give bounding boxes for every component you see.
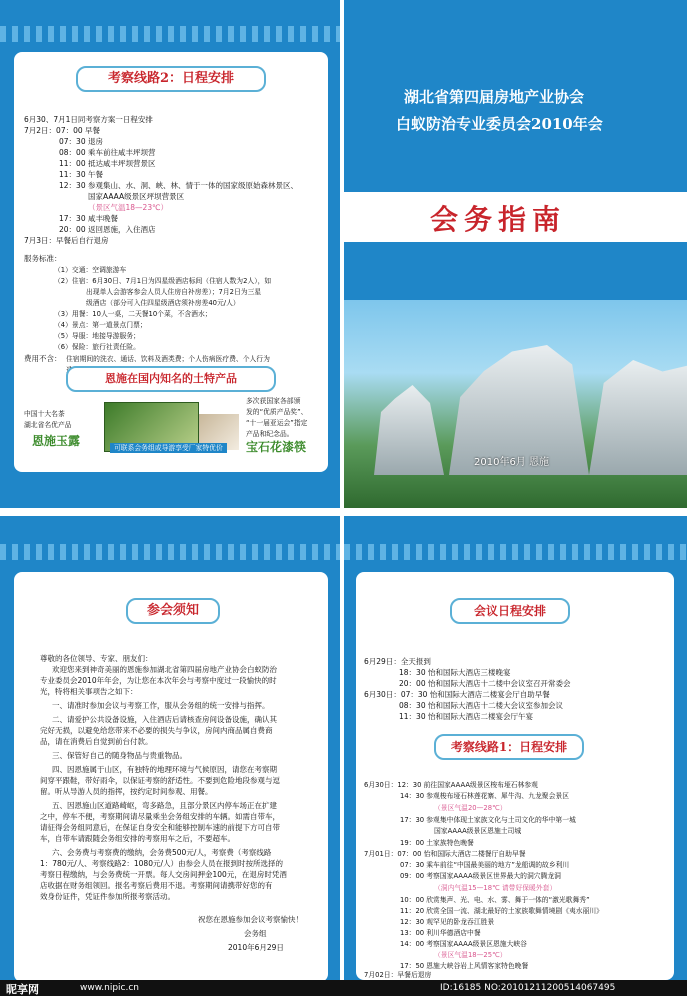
top-left-card — [14, 52, 328, 472]
bottom-right-card — [356, 572, 674, 980]
notice-line-16: 1：780元/人、考察线路2：1080元/人）由参会人员在报到时按所选择的 — [40, 859, 283, 868]
section-title-agenda: 会议日程安排 — [450, 598, 570, 624]
watermark-logo: 昵享网 — [6, 983, 39, 996]
route1-item-3: 17：30 参观集中体现土家族文化与土司文化的华中第一城 — [400, 816, 576, 824]
route1-item-15: （景区气温18—25℃） — [434, 951, 507, 959]
section-title-products: 恩施在国内知名的土特产品 — [66, 366, 276, 392]
guide-title: 会务指南 — [430, 203, 567, 236]
decorative-strip-bottom-right — [344, 544, 687, 560]
notice-date: 2010年6月29日 — [228, 943, 284, 952]
notice-line-13: 请征得会务组同意后，在保证自身安全和能够控制车速的前提下方可自带 — [40, 823, 280, 832]
notice-signer: 会务组 — [244, 929, 267, 938]
route1-item-1: 14：30 参观梭布垭石林莲花寨、犀牛沟、九龙聚会景区 — [400, 792, 569, 800]
service-title: 服务标准： — [24, 254, 62, 263]
route1-item-10: 10：00 欣赏集声、光、电、水、雾、舞于一体的“激光歌舞秀” — [400, 896, 590, 904]
route1-item-5: 19：00 土家族特色晚餐 — [400, 839, 474, 847]
route2-item-9: 7月3日：早餐后自行退房 — [24, 236, 109, 245]
route1-item-16: 17：50 恩施大峡谷岩上风情客家特色晚餐 — [400, 962, 529, 970]
photo-caption: 2010年6月 恩施 — [474, 457, 549, 468]
agenda-item-5: 11：30 怡和国际大酒店二楼宴会厅午宴 — [399, 712, 533, 721]
watermark-url: www.nipic.cn — [80, 983, 139, 993]
notice-line-17: 考察日程缴纳，与会务费统一开票。每人交房间押金100元，在退房时凭酒 — [40, 870, 287, 879]
product-right-line4: 产品和纪念品。 — [246, 430, 294, 438]
bottom-right-panel — [344, 516, 687, 980]
product-right-line2: 发的“优质产品奖”、 — [246, 408, 308, 416]
product-left-line1: 中国十大名茶 — [24, 410, 65, 418]
excluded-text: 住宿期间的洗衣、通话、饮料及酒类费；个人伤病医疗费、个人行为 — [66, 355, 270, 363]
bottom-left-panel — [0, 516, 340, 996]
route2-item-0: 7月2日：07：00 早餐 — [24, 126, 101, 135]
notice-line-11: 五、因恩施山区道路崎岖，弯多路急，且部分景区内停车场正在扩建 — [52, 801, 277, 810]
service-item-7: （6）保险：旅行社责任险。 — [54, 343, 140, 351]
notice-line-0: 欢迎您来到神奇美丽的恩施参加湖北省第四届房地产业协会白蚁防治 — [52, 665, 277, 674]
cliff-shape-1 — [374, 385, 444, 475]
service-item-2: 出现单人会游客参会人员人住房自补房差）；7月2日为三星 — [86, 288, 262, 296]
product-name-left: 恩施玉露 — [32, 434, 81, 448]
section-title-route1: 考察线路1：日程安排 — [434, 734, 584, 760]
agenda-item-3: 6月30日：07：30 怡和国际大酒店二楼宴会厅自助早餐 — [364, 690, 550, 699]
cliff-shape-3 — [589, 360, 687, 475]
section-title-route2: 考察线路2：日程安排 — [76, 66, 266, 92]
notice-line-1: 专业委员会2010年年会，为让您在本次年会与考察中度过一段愉快的时 — [40, 676, 277, 685]
product-name-right: 宝石花漆筷 — [246, 440, 307, 454]
notice-line-3: 一、请准时参加会议与考察工作，服从会务组的统一安排与指挥。 — [52, 701, 270, 710]
bottom-left-card — [14, 572, 328, 982]
mountain-photo — [344, 300, 687, 508]
agenda-item-2: 20：00 怡和国际大酒店十二楼中会议室召开常委会 — [399, 679, 571, 688]
top-right-panel — [344, 0, 687, 508]
route2-item-2: 08：00 乘车前往咸丰坪坝营 — [59, 148, 156, 157]
route1-item-13: 13：00 利川华德酒店中餐 — [400, 929, 481, 937]
route2-item-8: 20：00 返回恩施，入住酒店 — [59, 225, 156, 234]
route2-item-7: 17：30 咸丰晚餐 — [59, 214, 118, 223]
route2-heading: 6月30、7月1日同考察方案一日程安排 — [24, 115, 153, 124]
agenda-item-0: 6月29日：全天报到 — [364, 657, 431, 666]
route1-item-17: 7月02日：早餐后退房 — [364, 971, 432, 979]
service-item-3: 级酒店（部分可入住四星级酒店须补房差40元/人） — [86, 299, 240, 307]
route2-item-1: 07：30 退房 — [59, 137, 103, 146]
notice-line-18: 店收据在财务组领回。报名考察后费用不退。考察期间请携带好您的有 — [40, 881, 273, 890]
route1-item-11: 11：20 欣赏全国一流、湖北最好的土家族歌舞情境剧《夷水丽川》 — [400, 907, 603, 915]
notice-line-5: 完好无损，以避免给您带来不必要的损失与争议，房间内商品属自费商 — [40, 726, 273, 735]
service-item-6: （5）导服：地接导游服务； — [54, 332, 140, 340]
route2-item-5: 12：30 参观集山、水、洞、峡、林、情于一体的国家级原始森林景区、 — [59, 181, 298, 190]
agenda-item-4: 08：30 怡和国际大酒店十二楼大会议室参加会议 — [399, 701, 563, 710]
notice-line-14: 车，自带车请跟随会务组安排的考察用车之后，不要超车。 — [40, 834, 235, 843]
product-left-line2: 湖北省名优产品 — [24, 421, 72, 429]
service-item-5: （4）景点：第一道景点门票； — [54, 321, 147, 329]
route1-item-4: 国家AAAA级景区恩施土司城 — [434, 827, 522, 835]
route2-item-3: 11：00 抵达咸丰坪坝营景区 — [59, 159, 156, 168]
route2-temp-note: （景区气温18—23℃） — [88, 203, 169, 212]
product-right-line3: “十一届亚运会”指定 — [246, 419, 308, 427]
route1-item-7: 07：30 乘车前往“中国最美丽的地方”龙船调的故乡利川 — [400, 861, 570, 869]
agenda-item-1: 18：30 怡和国际大酒店三楼晚宴 — [399, 668, 511, 677]
notice-line-6: 品，请在消费后自觉到前台付款。 — [40, 737, 153, 746]
route1-item-12: 12：30 观罕见的卧龙吞江胜景 — [400, 918, 495, 926]
notice-line-10: 留。听从导游人员的指挥，按约定时间参观、用餐。 — [40, 787, 213, 796]
watermark-footer — [0, 980, 687, 996]
org-title-line2: 白蚁防治专业委员会2010年会 — [396, 115, 603, 133]
notice-line-7: 三、保管好自己的随身物品与贵重物品。 — [52, 751, 187, 760]
service-item-1: （2）住宿：6月30日、7月1日为四星级酒店标间（住宿人数为2人），如 — [54, 277, 272, 285]
section-title-notice: 参会须知 — [126, 598, 220, 624]
route1-item-9: （洞内气温15—18℃ 请带好保暖外套） — [434, 884, 557, 892]
org-title-line1: 湖北省第四届房地产业协会 — [404, 88, 585, 106]
notice-line-2: 光，特将相关事项告之如下： — [40, 687, 138, 696]
decorative-strip-bottom — [0, 544, 340, 560]
decorative-strip — [0, 26, 340, 42]
notice-closing: 祝您在恩施参加会议考察愉快！ — [198, 915, 303, 924]
watermark-id: ID:16185 NO:20101211200514067495 — [440, 983, 616, 993]
route1-item-6: 7月01日：07：00 怡和国际大酒店二楼餐厅自助早餐 — [364, 850, 526, 858]
product-right-line1: 多次获国家各部颁 — [246, 397, 301, 405]
service-item-4: （3）用餐：10人一桌，二天餐10个菜，不含酒水； — [54, 310, 212, 318]
top-left-panel — [0, 0, 340, 508]
route2-item-4: 11：30 午餐 — [59, 170, 103, 179]
route1-item-8: 09：00 考察国家AAAA级景区世界最大的洞穴腾龙洞 — [400, 872, 561, 880]
service-item-0: （1）交通：空调旅游车 — [54, 266, 127, 274]
notice-greeting: 尊敬的各位领导、专家、朋友们： — [40, 654, 153, 663]
notice-line-19: 效身份证件，凭证件参加所报考察活动。 — [40, 892, 175, 901]
excluded-label: 费用不含： — [24, 354, 62, 363]
notice-line-12: 之中，停车不便，考察期间请尽量乘坐会务组安排的车辆。如需自带车， — [40, 812, 280, 821]
notice-line-8: 四、因恩施属于山区，有独特的地理环境与气候原因，请您在考察期 — [52, 765, 277, 774]
route2-item-6: 国家AAAA级景区坪坝营景区 — [88, 192, 185, 201]
product-band: 可联系会务组或导游享受厂家特优价 — [110, 443, 227, 453]
notice-line-15: 六、会务费与考察费的缴纳，会务费500元/人，考察费（考察线路 — [52, 848, 272, 857]
notice-line-4: 二、请爱护公共设备设施，入住酒店后请核查房间设备设施，确认其 — [52, 715, 277, 724]
notice-line-9: 间穿平跟鞋，带好雨伞，以保证考察的舒适性。不要到危险地段参观与逗 — [40, 776, 280, 785]
route1-item-14: 14：00 考察国家AAAA级景区恩施大峡谷 — [400, 940, 527, 948]
route1-item-0: 6月30日：12：30 前往国家AAAA级景区梭布垭石林参观 — [364, 781, 538, 789]
route1-item-2: （景区气温20—28℃） — [434, 804, 507, 812]
